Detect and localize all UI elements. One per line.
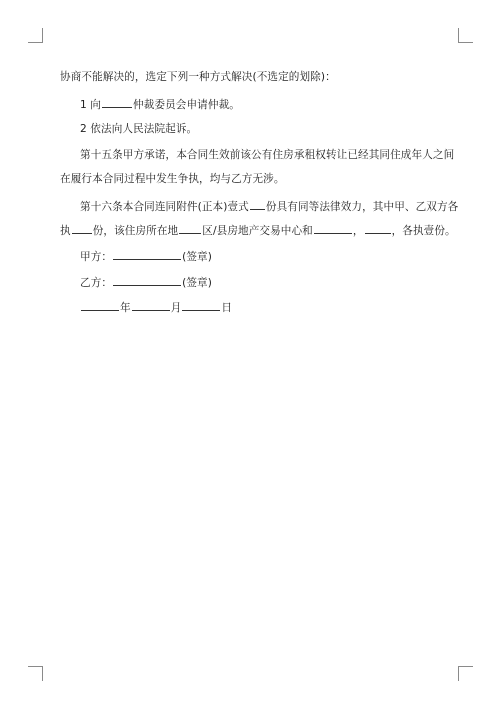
text: (签章) bbox=[182, 251, 212, 263]
crop-mark-top-right bbox=[458, 28, 473, 43]
text: 协商不能解决的，选定下列一种方式解决(不选定的划除)： bbox=[60, 71, 336, 83]
text: 仲裁委员会申请仲裁。 bbox=[133, 99, 240, 111]
blank-field bbox=[81, 299, 119, 311]
blank-field bbox=[113, 248, 181, 260]
text: (签章) bbox=[182, 277, 212, 289]
text: 月 bbox=[170, 302, 182, 314]
blank-field bbox=[179, 222, 201, 234]
option-court bbox=[80, 122, 197, 136]
crop-mark-bottom-right bbox=[458, 666, 473, 681]
blank-field bbox=[72, 222, 92, 234]
article-15-line-2 bbox=[60, 172, 285, 186]
text: 年 bbox=[120, 302, 131, 314]
blank-field bbox=[365, 222, 391, 234]
article-16-line-1 bbox=[80, 198, 458, 214]
text: 区/县房地产交易中心和 bbox=[202, 225, 313, 237]
text: 2 依法向人民法院起诉。 bbox=[80, 123, 198, 135]
text: 1 向 bbox=[80, 99, 102, 111]
article-15-line-1 bbox=[80, 148, 454, 162]
text: ， bbox=[352, 225, 364, 237]
signature-party-a bbox=[80, 248, 212, 264]
blank-field bbox=[182, 299, 220, 311]
blank-field bbox=[102, 96, 132, 108]
signature-party-b bbox=[80, 274, 212, 290]
blank-field bbox=[132, 299, 170, 311]
text: 甲方： bbox=[80, 251, 113, 263]
text: 第十五条甲方承诺，本合同生效前该公有住房承租权转让已经其同住成年人之间 bbox=[80, 149, 455, 161]
text: 乙方： bbox=[80, 277, 113, 289]
crop-mark-top-left bbox=[28, 28, 43, 43]
text: 在履行本合同过程中发生争执，均与乙方无涉。 bbox=[60, 173, 285, 185]
signature-date bbox=[80, 299, 232, 315]
option-arbitration bbox=[80, 96, 240, 112]
blank-field bbox=[250, 198, 265, 210]
paragraph-dispute-resolution bbox=[60, 70, 336, 84]
crop-mark-bottom-left bbox=[28, 666, 43, 681]
article-16-line-2 bbox=[60, 222, 456, 238]
blank-field bbox=[314, 222, 352, 234]
blank-field bbox=[113, 274, 181, 286]
text: 份具有同等法律效力，其中甲、乙双方各 bbox=[265, 201, 459, 213]
text: 执 bbox=[60, 225, 71, 237]
text: 份，该住房所在地 bbox=[92, 225, 179, 237]
text: 日 bbox=[221, 302, 233, 314]
text: 第十六条本合同连同附件(正本)壹式 bbox=[80, 201, 249, 213]
text: ，各执壹份。 bbox=[391, 225, 456, 237]
